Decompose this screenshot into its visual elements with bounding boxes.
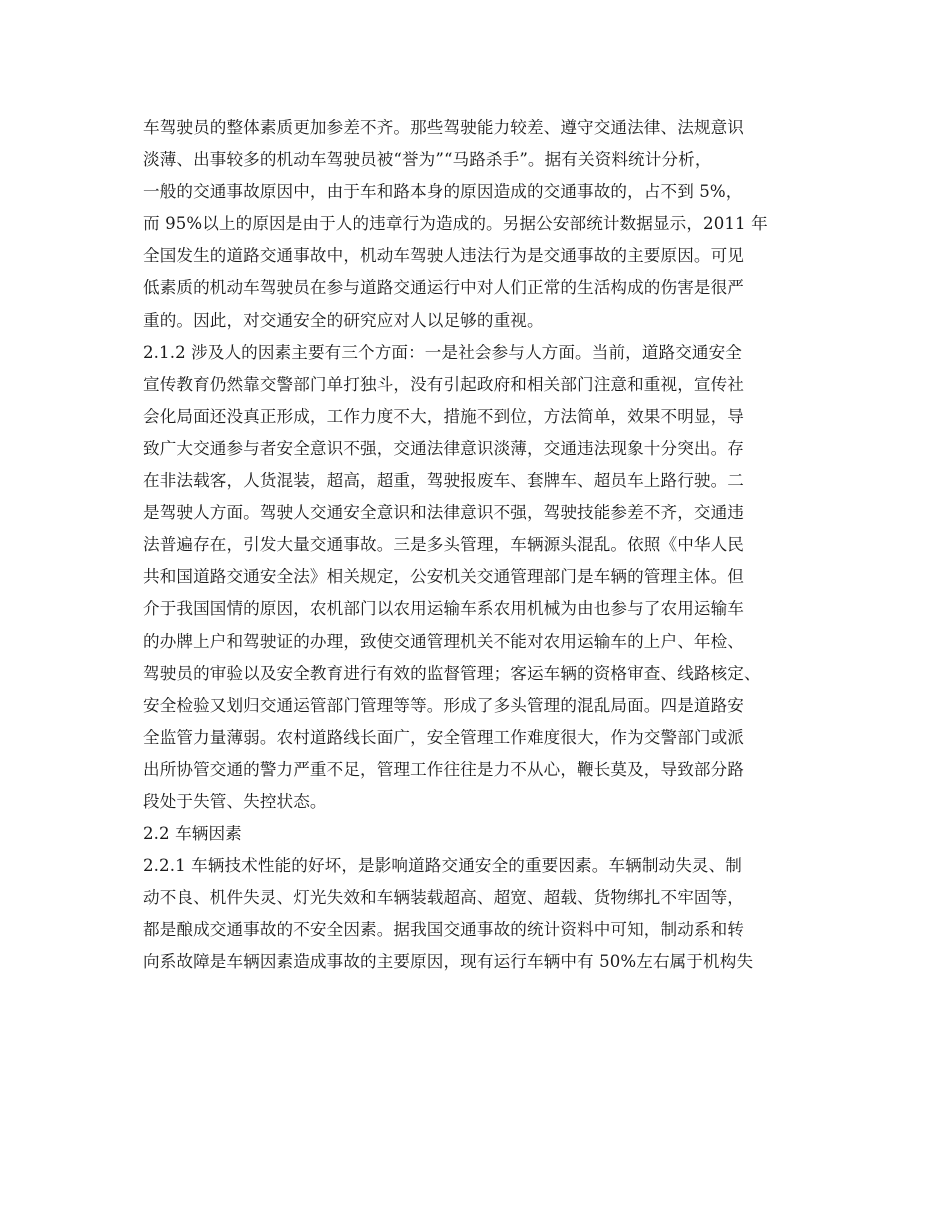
- text-line: 是驾驶人方面。驾驶人交通安全意识和法律意识不强，驾驶技能参差不齐，交通违: [143, 503, 744, 523]
- text-line: 介于我国国情的原因，农机部门以农用运输车系农用机械为由也参与了农用运输车: [143, 599, 744, 619]
- text-line: 低素质的机动车驾驶员在参与道路交通运行中对人们正常的生活构成的伤害是很严: [143, 278, 744, 298]
- text-line: 淡薄、出事较多的机动车驾驶员被“誉为”“马路杀手”。据有关资料统计分析，: [143, 150, 712, 170]
- section-heading-2-2: 2.2 车辆因素: [143, 824, 242, 844]
- section-2-2-1-start-line: 2.2.1 车辆技术性能的好坏，是影响道路交通安全的重要因素。车辆制动失灵、制: [143, 856, 742, 876]
- text-line: 一般的交通事故原因中，由于车和路本身的原因造成的交通事故的，占不到 5%，: [143, 182, 743, 202]
- body-text: [143, 112, 823, 979]
- text-line: 宣传教育仍然靠交警部门单打独斗，没有引起政府和相关部门注意和重视，宣传社: [143, 374, 744, 394]
- text-line: 段处于失管、失控状态。: [143, 791, 327, 811]
- text-line: 共和国道路交通安全法》相关规定，公安机关交通管理部门是车辆的管理主体。但: [143, 567, 744, 587]
- text-line: 致广大交通参与者安全意识不强，交通法律意识淡薄，交通违法现象十分突出。存: [143, 438, 744, 458]
- text-line: 向系故障是车辆因素造成事故的主要原因，现有运行车辆中有 50%左右属于机构失: [143, 952, 754, 972]
- text-line: 安全检验又划归交通运管部门管理等等。形成了多头管理的混乱局面。四是道路安: [143, 695, 744, 715]
- text-line: 的办牌上户和驾驶证的办理，致使交通管理机关不能对农用运输车的上户、年检、: [143, 631, 744, 651]
- text-line: 会化局面还没真正形成，工作力度不大，措施不到位，方法简单，效果不明显，导: [143, 406, 744, 426]
- text-line: 驾驶员的审验以及安全教育进行有效的监督管理；客运车辆的资格审查、线路核定、: [143, 663, 761, 683]
- text-line: 法普遍存在，引发大量交通事故。三是多头管理，车辆源头混乱。依照《中华人民: [143, 535, 744, 555]
- text-line: 车驾驶员的整体素质更加参差不齐。那些驾驶能力较差、遵守交通法律、法规意识: [143, 118, 744, 137]
- section-2-1-2-start-line: 2.1.2 涉及人的因素主要有三个方面：一是社会参与人方面。当前，道路交通安全: [143, 342, 742, 362]
- text-line: 都是酿成交通事故的不安全因素。据我国交通事故的统计资料中可知，制动系和转: [143, 920, 744, 940]
- text-line: 动不良、机件失灵、灯光失效和车辆装载超高、超宽、超载、货物绑扎不牢固等，: [143, 888, 744, 908]
- text-line: 重的。因此，对交通安全的研究应对人以足够的重视。: [143, 310, 544, 330]
- text-line: 出所协管交通的警力严重不足，管理工作往往是力不从心，鞭长莫及，导致部分路: [143, 759, 744, 779]
- text-line: 而 95%以上的原因是由于人的违章行为造成的。另据公安部统计数据显示，2011 年: [143, 214, 768, 234]
- text-line: 在非法载客，人货混装，超高，超重，驾驶报废车、套牌车、超员车上路行驶。二: [143, 471, 744, 491]
- text-line: 全监管力量薄弱。农村道路线长面广，安全管理工作难度很大，作为交警部门或派: [143, 727, 744, 747]
- text-line: 全国发生的道路交通事故中，机动车驾驶人违法行为是交通事故的主要原因。可见: [143, 246, 744, 266]
